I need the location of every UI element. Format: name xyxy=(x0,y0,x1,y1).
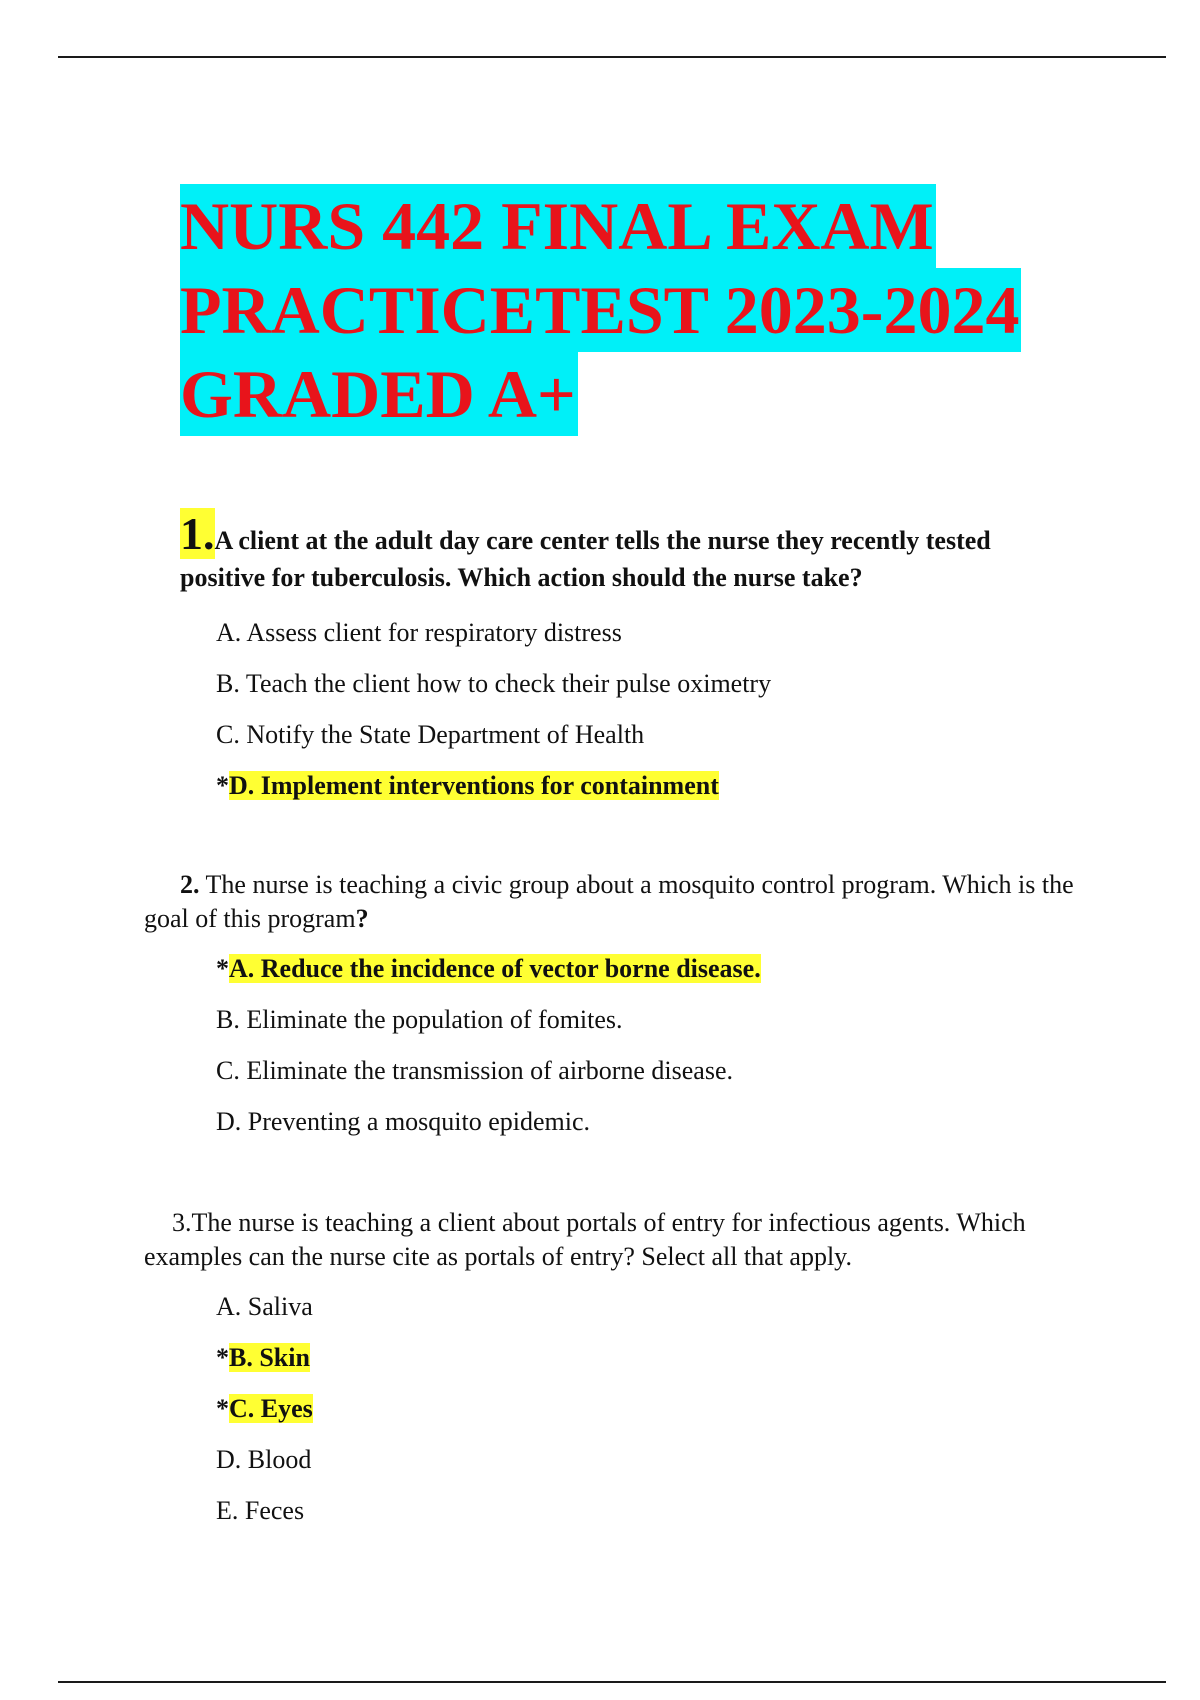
option-text: E. Feces xyxy=(216,1496,305,1525)
question-2-number: 2. xyxy=(180,870,200,899)
option-text: D. Blood xyxy=(216,1445,312,1474)
title-line-3: GRADED A+ xyxy=(180,352,578,436)
option-text: C. Eliminate the transmission of airborne disease. xyxy=(216,1056,733,1085)
question-3-number: 3. xyxy=(172,1208,192,1237)
question-1-number: 1. xyxy=(180,508,215,559)
option-1d-correct xyxy=(216,769,771,820)
question-1 xyxy=(180,508,1080,596)
option-2a-correct xyxy=(216,952,761,1003)
title-line-2: PRACTICETEST 2023-2024 xyxy=(180,268,1021,352)
document-title xyxy=(180,184,1100,436)
option-3b-correct xyxy=(216,1341,313,1392)
question-1-options xyxy=(216,616,771,820)
option-text: C. Eyes xyxy=(229,1394,313,1423)
option-2b xyxy=(216,1003,761,1054)
option-text: D. Preventing a mosquito epidemic. xyxy=(216,1107,591,1136)
question-2 xyxy=(144,868,1084,936)
option-1a xyxy=(216,616,771,667)
option-text: B. Eliminate the population of fomites. xyxy=(216,1005,623,1034)
option-1c xyxy=(216,718,771,769)
question-2-end-mark: ? xyxy=(355,904,369,933)
title-line-1: NURS 442 FINAL EXAM xyxy=(180,184,936,268)
option-text: D. Implement interventions for containment xyxy=(229,771,719,800)
option-text: C. Notify the State Department of Health xyxy=(216,720,645,749)
option-text: B. Skin xyxy=(229,1343,310,1372)
bottom-rule xyxy=(58,1681,1166,1683)
question-3-options xyxy=(216,1290,313,1545)
option-3d xyxy=(216,1443,313,1494)
option-3a xyxy=(216,1290,313,1341)
option-mark: * xyxy=(216,1394,229,1423)
option-text: A. Saliva xyxy=(216,1292,313,1321)
top-rule xyxy=(58,56,1166,58)
option-1b xyxy=(216,667,771,718)
option-text: A. Assess client for respiratory distress xyxy=(216,618,622,647)
question-3-text: The nurse is teaching a client about portals of entry for infectious agents. Which examples can the nurse cite as portals of entry? Select all that apply. xyxy=(144,1208,1026,1271)
question-2-text: The nurse is teaching a civic group about a mosquito control program. Which is the goal of this program xyxy=(144,870,1074,933)
option-mark: * xyxy=(216,1343,229,1372)
question-3 xyxy=(144,1206,1084,1274)
option-mark: * xyxy=(216,954,229,983)
option-2d xyxy=(216,1105,761,1156)
option-mark: * xyxy=(216,771,229,800)
question-2-options xyxy=(216,952,761,1156)
option-3c-correct xyxy=(216,1392,313,1443)
option-3e xyxy=(216,1494,313,1545)
question-1-text: A client at the adult day care center tells the nurse they recently tested positive for tuberculosis. Which action should the nurse take? xyxy=(180,526,991,592)
option-2c xyxy=(216,1054,761,1105)
option-text: B. Teach the client how to check their pulse oximetry xyxy=(216,669,772,698)
option-text: A. Reduce the incidence of vector borne disease. xyxy=(229,954,761,983)
